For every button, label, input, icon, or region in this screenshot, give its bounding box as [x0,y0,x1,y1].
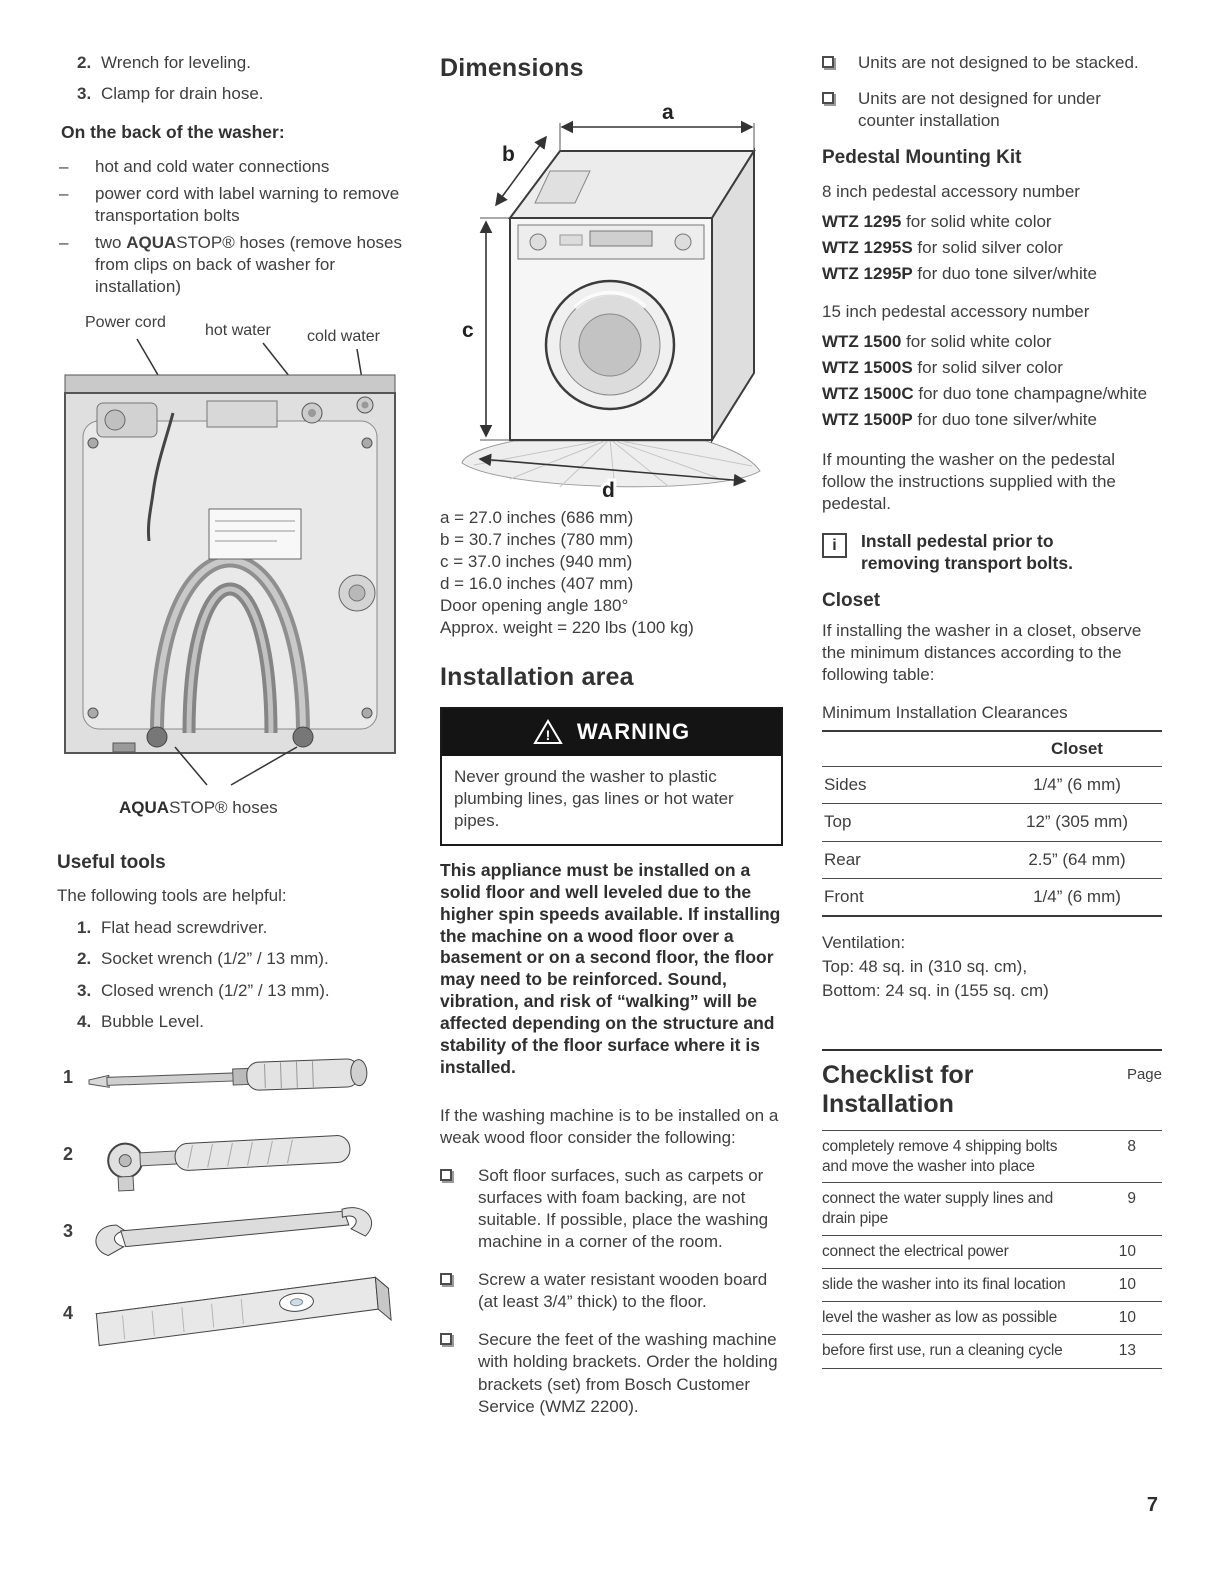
table-row [822,1182,1162,1235]
installation-checklist [822,1049,1162,1369]
checklist-header [822,1049,1162,1130]
washer-back-figure [57,313,402,793]
pedestal-note: If mounting the washer on the pedestal follow the instructions supplied with the pedestal. [822,450,1116,514]
weak-floor-intro: If the washing machine is to be installed on a weak wood floor consider the following: [440,1105,779,1147]
checklist-page-number: 10 [1118,1276,1136,1294]
accessory-line: WTZ 1500P for duo tone silver/white [822,410,1097,430]
checkbox-icon [822,92,834,104]
clearance-value: 1/4” (6 mm) [1033,775,1121,795]
checklist-step: before first use, run a cleaning cycle [822,1342,1063,1360]
washer-back-illustration [57,313,402,793]
checkbox-item-text: Soft floor surfaces, such as carpets or surfaces with foam backing, are not suitable. If possible, place the washing machine in a corner of the room. [478,1165,769,1252]
table-row [822,841,1162,878]
list-item [57,232,402,298]
list-item [77,83,402,105]
dimensions-figure [440,93,783,507]
dimension-spec: b = 30.7 inches (780 mm) [440,529,634,549]
list-item [57,183,402,227]
table-row [822,803,1162,840]
list-item [77,1011,402,1033]
warning-triangle-icon [533,719,563,745]
open-wrench-illustration [83,1203,383,1261]
dim-label-a: a [662,100,674,124]
list-text: Flat head screwdriver. [101,918,268,938]
list-text: two AQUASTOP® hoses (remove hoses from clips on back of washer for installation) [95,233,402,297]
checkbox-item [822,52,1162,74]
checkbox-icon [440,1273,452,1285]
tool-figure-row [57,1271,402,1357]
dimension-spec: a = 27.0 inches (686 mm) [440,507,634,527]
tool-figure-row [57,1049,402,1107]
checklist-step: slide the washer into its final location [822,1276,1066,1294]
power-cord-label: Power cord [85,313,166,331]
dim-label-d: d [602,478,615,502]
warning-text: Never ground the washer to plastic plumbing lines, gas lines or hot water pipes. [454,766,734,830]
list-number: 4. [77,1011,92,1031]
list-item [77,980,402,1002]
list-item [77,917,402,939]
checklist-step: connect the electrical power [822,1243,1009,1261]
list-text: Wrench for leveling. [101,53,251,72]
aquastop-caption: AQUASTOP® hoses [119,797,278,817]
list-number: 2. [77,53,92,72]
closet-heading: Closet [822,590,881,612]
list-text: Closed wrench (1/2” / 13 mm). [101,980,330,1000]
dash-marker: – [59,184,69,204]
warning-box [440,707,783,846]
ventilation-line: Bottom: 24 sq. in (155 sq. cm) [822,980,1049,1000]
tools-intro-text: The following tools are helpful: [57,886,287,906]
checklist-step: completely remove 4 shipping bolts and move the washer into place [822,1137,1058,1175]
table-row [822,1235,1162,1268]
list-item [77,948,402,970]
dimensions-heading: Dimensions [440,54,584,82]
ventilation-line: Top: 48 sq. in (310 sq. cm), [822,956,1028,976]
checklist-step: level the washer as low as possible [822,1309,1058,1327]
accessory-line: WTZ 1295 for solid white color [822,212,1052,232]
screwdriver-illustration [83,1049,383,1107]
hot-water-label: hot water [205,321,271,339]
tool-figure-number: 4 [63,1303,74,1324]
checklist-page-label: Page [1126,1065,1162,1083]
list-text: power cord with label warning to remove transportation bolts [95,184,400,226]
dimension-spec: Approx. weight = 220 lbs (100 kg) [440,617,694,637]
ventilation-block [822,931,1162,1003]
list-number: 2. [77,949,92,969]
checklist-page-number: 8 [1127,1137,1136,1155]
list-number: 1. [77,918,92,938]
clearance-value: 1/4” (6 mm) [1033,886,1121,906]
accessory-line: WTZ 1500C for duo tone champagne/white [822,384,1148,404]
clearance-label: Front [824,886,864,906]
checklist-page-number: 13 [1118,1342,1136,1360]
clearance-header-label: Closet [1051,739,1103,759]
dim-label-c: c [462,318,474,342]
accessory-line: WTZ 1500S for solid silver color [822,358,1063,378]
warning-header [442,709,781,756]
list-number: 3. [77,84,92,104]
list-item [77,52,402,74]
bubble-level-illustration [83,1271,402,1357]
checklist-step: connect the water supply lines and drain pipe [822,1190,1054,1228]
cold-water-label: cold water [307,327,380,345]
clearance-table-title: Minimum Installation Clearances [822,703,1068,723]
accessory-line: WTZ 1500 for solid white color [822,332,1052,352]
tool-figure-row [57,1203,402,1261]
right-column [822,52,1162,1369]
floor-requirements-paragraph: This appliance must be installed on a solid floor and well leveled due to the higher spin speeds available. If installing the machine on a wood floor over a basement or on a second floor, the floor may need to be reinforced. Sound, vibration, and risk of “walking” will be affected depending on the structure and stability of the floor surface where it is installed. [440,859,781,1077]
ventilation-line: Ventilation: [822,932,906,952]
installation-area-heading: Installation area [440,662,634,691]
clearance-label: Top [824,812,852,832]
checklist-page-number: 10 [1118,1309,1136,1327]
checkbox-icon [440,1169,452,1181]
clearance-table-header [822,730,1162,766]
tool-figure-number: 1 [63,1067,74,1088]
checklist-page-number: 9 [1127,1190,1136,1208]
pedestal-kit-heading: Pedestal Mounting Kit [822,147,1022,169]
middle-column [440,52,783,1418]
accessory-line: WTZ 1295P for duo tone silver/white [822,264,1097,284]
checklist-title: Checklist for Installation [822,1060,974,1119]
clearance-label: Sides [824,775,867,795]
list-item [57,156,402,178]
checkbox-icon [440,1333,452,1345]
kit15-intro: 15 inch pedestal accessory number [822,302,1090,322]
checkbox-item [822,88,1162,132]
dimension-spec: Door opening angle 180° [440,595,629,615]
tool-figure-number: 2 [63,1144,74,1165]
table-row [822,766,1162,803]
info-icon: i [822,533,847,558]
table-row [822,1268,1162,1301]
checkbox-icon [822,56,834,68]
clearance-label: Rear [824,849,861,869]
back-of-washer-heading: On the back of the washer: [61,122,285,143]
kit8-intro: 8 inch pedestal accessory number [822,181,1080,201]
info-note-text: Install pedestal prior to removing transport bolts. [861,531,1073,574]
checklist-page-number: 10 [1118,1243,1136,1261]
table-row [822,1334,1162,1368]
info-note [822,531,1162,575]
clearance-table [822,730,1162,916]
checkbox-item [440,1329,783,1417]
list-number: 3. [77,980,92,1000]
dimensions-illustration [440,93,783,505]
list-text: Bubble Level. [101,1011,205,1031]
checkbox-item [440,1165,783,1253]
warning-title: WARNING [576,719,691,744]
table-row [822,878,1162,915]
dimension-spec: c = 37.0 inches (940 mm) [440,551,633,571]
accessory-line: WTZ 1295S for solid silver color [822,238,1063,258]
list-text: Socket wrench (1/2” / 13 mm). [101,949,329,969]
clearance-value: 12” (305 mm) [1025,812,1129,832]
dim-label-b: b [502,142,515,166]
checkbox-item-text: Screw a water resistant wooden board (at least 3/4” thick) to the floor. [478,1270,768,1312]
socket-wrench-illustration [83,1117,383,1193]
page-number: 7 [1146,1494,1158,1516]
tool-figure-number: 3 [63,1221,74,1242]
tool-figure-row [57,1117,402,1193]
left-column [57,52,402,1357]
dash-marker: – [59,233,69,253]
dimension-spec: d = 16.0 inches (407 mm) [440,573,634,593]
table-row [822,1130,1162,1183]
closet-intro: If installing the washer in a closet, observe the minimum distances according to the following table: [822,620,1142,685]
checkbox-item-text: Units are not designed for under counter installation [858,89,1101,131]
checkbox-item-text: Units are not designed to be stacked. [858,53,1139,72]
checkbox-item [440,1269,783,1313]
dash-marker: – [59,156,69,176]
list-text: Clamp for drain hose. [101,84,264,104]
useful-tools-heading: Useful tools [57,851,166,873]
svg-text:!: ! [545,727,551,744]
clearance-value: 2.5” (64 mm) [1028,849,1126,869]
table-row [822,1301,1162,1334]
checkbox-item-text: Secure the feet of the washing machine with holding brackets. Order the holding brackets (set) from Bosch Customer Service (WMZ 2200). [478,1330,778,1416]
list-text: hot and cold water connections [95,156,330,176]
